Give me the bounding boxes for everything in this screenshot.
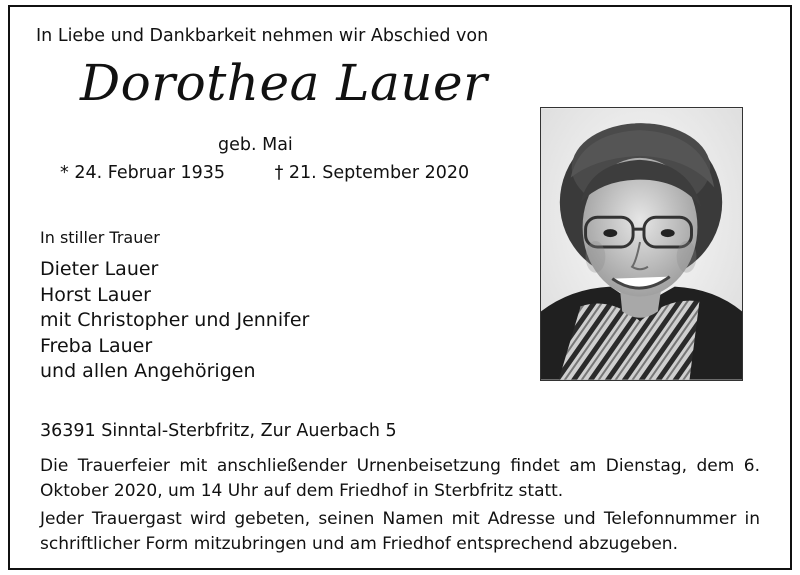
mourners-list	[40, 257, 309, 385]
mourner-item: Freba Lauer	[40, 334, 153, 357]
portrait-photo	[540, 107, 743, 381]
guest-request-text: Jeder Trauergast wird gebeten, seinen Namen mit Adresse und Telefonnummer in schriftlicher Form mitzubringen und am Friedhof entsprechend abzugeben.	[40, 509, 760, 554]
intro-text: In Liebe und Dankbarkeit nehmen wir Abschied von	[36, 26, 489, 46]
deceased-name: Dorothea Lauer	[80, 54, 488, 112]
maiden-name: geb. Mai	[218, 135, 293, 155]
life-dates	[60, 163, 469, 183]
mourning-heading: In stiller Trauer	[40, 228, 160, 247]
mourner-item: Dieter Lauer	[40, 258, 159, 280]
mourner-item: und allen Angehörigen	[40, 360, 256, 382]
birth-date: * 24. Februar 1935	[60, 163, 225, 183]
mourner-item: mit Christopher und Jennifer	[40, 309, 310, 331]
death-date: † 21. September 2020	[274, 163, 470, 183]
family-address: 36391 Sinntal-Sterbfritz, Zur Auerbach 5	[40, 421, 397, 441]
ceremony-text: Die Trauerfeier mit anschließender Urnenbeisetzung findet am Dienstag, dem 6. Oktober 2020, um 14 Uhr auf dem Friedhof in Sterbfritz statt.	[40, 456, 760, 501]
mourner-item: Horst Lauer	[40, 283, 151, 306]
portrait-photo-icon	[541, 108, 742, 380]
